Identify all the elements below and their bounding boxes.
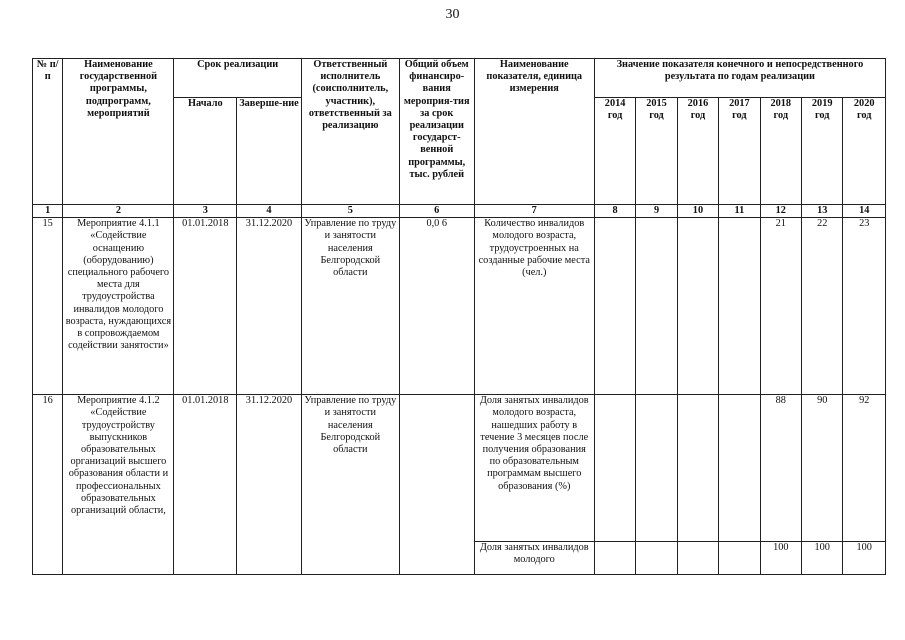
value-2016 xyxy=(677,542,718,575)
value-2014 xyxy=(594,542,635,575)
header-year: 2017 год xyxy=(719,98,760,205)
measure-name: Мероприятие 4.1.2 «Содействие трудоустройству выпускников образовательных организаций высшего образования области и профессиональных образовательных организаций области, xyxy=(63,395,174,575)
header-year: 2019 год xyxy=(802,98,843,205)
header-funding: Общий объем финансиро-вания мероприя-тия за срок реализации государст-венной программы, тыс. рублей xyxy=(399,59,474,205)
indicator: Доля занятых инвалидов молодого xyxy=(474,542,594,575)
value-2016 xyxy=(677,218,718,395)
column-number: 7 xyxy=(474,205,594,218)
value-2015 xyxy=(636,395,677,542)
column-number: 3 xyxy=(174,205,237,218)
value-2019: 90 xyxy=(802,395,843,542)
row-number: 15 xyxy=(33,218,63,395)
column-number: 5 xyxy=(301,205,399,218)
value-2018: 88 xyxy=(760,395,801,542)
value-2017 xyxy=(719,542,760,575)
program-table xyxy=(32,58,886,575)
column-number: 1 xyxy=(33,205,63,218)
indicator: Количество инвалидов молодого возраста, трудоустроенных на созданные рабочие места (чел.) xyxy=(474,218,594,395)
header-name: Наименование государственной программы, подпрограмм, мероприятий xyxy=(63,59,174,205)
column-number: 4 xyxy=(237,205,302,218)
value-2014 xyxy=(594,395,635,542)
column-number: 8 xyxy=(594,205,635,218)
table-row xyxy=(33,395,886,542)
value-2014 xyxy=(594,218,635,395)
header-num: № п/п xyxy=(33,59,63,205)
column-number: 10 xyxy=(677,205,718,218)
value-2017 xyxy=(719,218,760,395)
header-end: Заверше-ние xyxy=(237,98,302,205)
value-2018: 21 xyxy=(760,218,801,395)
start-date: 01.01.2018 xyxy=(174,218,237,395)
header-year: 2015 год xyxy=(636,98,677,205)
header-period: Срок реализации xyxy=(174,59,301,98)
header-year: 2018 год xyxy=(760,98,801,205)
column-numbers-row xyxy=(33,205,886,218)
column-number: 9 xyxy=(636,205,677,218)
executor: Управление по труду и занятости населения Белгородской области xyxy=(301,395,399,575)
table-row xyxy=(33,218,886,395)
funding: 0,0 6 xyxy=(399,218,474,395)
column-number: 13 xyxy=(802,205,843,218)
value-2018: 100 xyxy=(760,542,801,575)
value-2015 xyxy=(636,542,677,575)
column-number: 2 xyxy=(63,205,174,218)
header-values: Значение показателя конечного и непосредственного результата по годам реализации xyxy=(594,59,885,98)
header-row xyxy=(33,59,886,98)
value-2020: 92 xyxy=(843,395,886,542)
executor: Управление по труду и занятости населения Белгородской области xyxy=(301,218,399,395)
value-2019: 100 xyxy=(802,542,843,575)
end-date: 31.12.2020 xyxy=(237,395,302,575)
header-executor: Ответственный исполнитель (соисполнитель, участник), ответственный за реализацию xyxy=(301,59,399,205)
funding xyxy=(399,395,474,575)
column-number: 14 xyxy=(843,205,886,218)
header-year: 2020 год xyxy=(843,98,886,205)
header-year: 2016 год xyxy=(677,98,718,205)
column-number: 11 xyxy=(719,205,760,218)
row-number: 16 xyxy=(33,395,63,575)
end-date: 31.12.2020 xyxy=(237,218,302,395)
header-indicator: Наименование показателя, единица измерения xyxy=(474,59,594,205)
value-2020: 23 xyxy=(843,218,886,395)
value-2020: 100 xyxy=(843,542,886,575)
value-2016 xyxy=(677,395,718,542)
indicator: Доля занятых инвалидов молодого возраста, нашедших работу в течение 3 месяцев после получения образования по образовательным программам высшего образования (%) xyxy=(474,395,594,542)
header-year: 2014 год xyxy=(594,98,635,205)
measure-name: Мероприятие 4.1.1 «Содействие оснащению (оборудованию) специального рабочего места для трудоустройства инвалидов молодого возраста, нуждающихся в сопровождаемом содействии занятости» xyxy=(63,218,174,395)
value-2015 xyxy=(636,218,677,395)
header-start: Начало xyxy=(174,98,237,205)
page-number: 30 xyxy=(445,7,460,22)
start-date: 01.01.2018 xyxy=(174,395,237,575)
value-2019: 22 xyxy=(802,218,843,395)
column-number: 6 xyxy=(399,205,474,218)
column-number: 12 xyxy=(760,205,801,218)
value-2017 xyxy=(719,395,760,542)
